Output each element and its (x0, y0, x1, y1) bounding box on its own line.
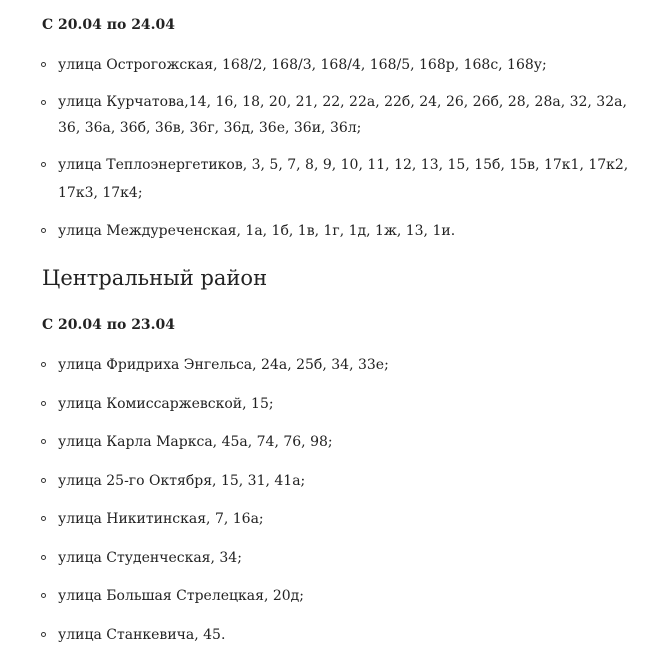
list-item (42, 428, 651, 456)
list-item (42, 544, 651, 572)
district-title: Центральный район (42, 266, 268, 290)
list-item (42, 351, 651, 379)
list-item (42, 582, 651, 610)
bullet-icon (41, 632, 46, 637)
bullet-icon (41, 439, 46, 444)
list-item (42, 51, 651, 79)
bullet-icon (41, 62, 46, 67)
list-item (42, 505, 651, 533)
date-range-heading: С 20.04 по 24.04 (42, 17, 176, 33)
date-range-heading: С 20.04 по 23.04 (42, 317, 176, 333)
street-list (42, 51, 651, 245)
bullet-icon (41, 162, 46, 167)
street-entry: улица Теплоэнергетиков, 3, 5, 7, 8, 9, 10, 11, 12, 13, 15, 15б, 15в, 17к1, 17к2, 17к3, 17к4; (58, 157, 629, 201)
bullet-icon (41, 228, 46, 233)
street-entry: улица Станкевича, 45. (58, 626, 226, 643)
list-item (42, 217, 651, 245)
street-entry: улица Междуреченская, 1а, 1б, 1в, 1г, 1д, 1ж, 13, 1и. (58, 223, 456, 239)
list-item (42, 467, 651, 495)
street-entry: улица Карла Маркса, 45а, 74, 76, 98; (58, 434, 333, 450)
bullet-icon (41, 478, 46, 483)
bullet-icon (41, 593, 46, 598)
street-entry: улица Комиссаржевской, 15; (58, 395, 274, 412)
bullet-icon (41, 555, 46, 560)
section-previous-district (42, 15, 651, 245)
bullet-icon (41, 401, 46, 406)
street-entry: улица Фридриха Энгельса, 24а, 25б, 34, 33е; (58, 357, 389, 373)
street-entry: улица Большая Стрелецкая, 20д; (58, 588, 305, 604)
bullet-icon (41, 362, 46, 367)
bullet-icon (41, 516, 46, 521)
street-list (42, 351, 651, 649)
street-entry: улица Студенческая, 34; (58, 549, 242, 566)
list-item (42, 621, 651, 649)
list-item (42, 89, 651, 141)
list-item (42, 151, 651, 207)
list-item (42, 390, 651, 418)
section-central-district (42, 263, 651, 649)
street-entry: улица 25-го Октября, 15, 31, 41а; (58, 472, 306, 489)
street-entry: улица Никитинская, 7, 16а; (58, 511, 264, 527)
street-entry: улица Курчатова,14, 16, 18, 20, 21, 22, 22а, 22б, 24, 26, 26б, 28, 28а, 32, 32а, 36, 36а, 36б, 36в, 36г, 36д, 36е, 36и, 36л; (58, 94, 627, 136)
street-entry: улица Острогожская, 168/2, 168/3, 168/4, 168/5, 168р, 168с, 168у; (58, 57, 547, 73)
bullet-icon (41, 100, 46, 105)
